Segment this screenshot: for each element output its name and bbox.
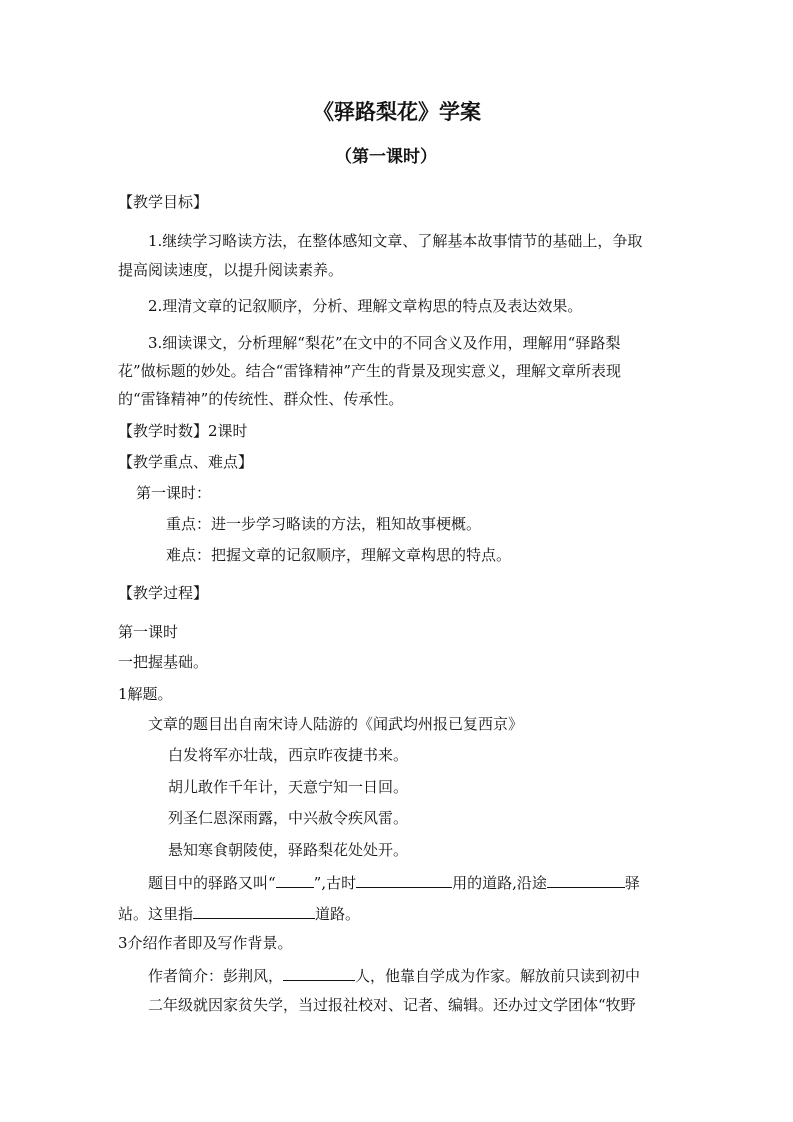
- author-text-b: 人，他靠自学成为作家。解放前只读到初中: [355, 967, 641, 985]
- key-point: 重点：进一步学习略读的方法，粗知故事梗概。: [166, 515, 482, 533]
- fill-text-2b: 道路。: [315, 905, 361, 923]
- step-1: 一把握基础。: [118, 653, 209, 671]
- goal-3-line-1: 3.细读课文，分析理解“梨花”在文中的不同含义及作用，理解用“驿路梨: [148, 334, 621, 352]
- item-1: 1解题。: [118, 685, 173, 703]
- difficult-point: 难点：把握文章的记叙顺序，理解文章构思的特点。: [166, 546, 512, 564]
- keypoints-heading: 【教学重点、难点】: [118, 453, 254, 471]
- goal-3-line-3: 的“雷锋精神”的传统性、群众性、传承性。: [118, 390, 404, 408]
- lesson-subtitle: （第一课时）: [335, 147, 437, 167]
- fill-text-1b: ”,古时: [313, 874, 357, 892]
- keypoints-lesson: 第一课时：: [136, 484, 212, 502]
- answer-blank-1[interactable]: [276, 871, 314, 888]
- poem-line-1: 白发将军亦壮哉，西京昨夜捷书来。: [168, 746, 409, 764]
- teaching-hours: 【教学时数】2课时: [118, 422, 248, 440]
- author-text-a: 作者简介：彭荆风，: [148, 967, 284, 985]
- goal-1-line-1: 1.继续学习略读方法，在整体感知文章、了解基本故事情节的基础上，争取: [148, 232, 643, 250]
- fill-text-1d: 驿: [624, 874, 640, 892]
- goal-1-line-2: 提高阅读速度，以提升阅读素养。: [118, 261, 344, 279]
- process-heading: 【教学过程】: [118, 584, 209, 602]
- poem-line-4: 悬知寒食朝陵使，驿路梨花处处开。: [168, 841, 409, 859]
- author-line-1: [148, 964, 640, 986]
- answer-blank-2[interactable]: [356, 871, 452, 888]
- fill-line-1: [148, 871, 640, 893]
- poem-line-2: 胡儿敢作千年计，天意宁知一日回。: [168, 778, 409, 796]
- fill-text-1c: 用的道路,沿途: [452, 874, 547, 892]
- fill-text-2a: 站。这里指: [118, 905, 194, 923]
- process-lesson: 第一课时: [118, 623, 179, 641]
- answer-blank-5[interactable]: [283, 964, 355, 981]
- author-line-2: 二年级就因家贫失学，当过报社校对、记者、编辑。还办过文学团体“牧野: [148, 996, 636, 1014]
- goals-heading: 【教学目标】: [118, 193, 209, 211]
- fill-text-1a: 题目中的驿路又叫“: [148, 874, 276, 892]
- item-3: 3介绍作者即及写作背景。: [118, 934, 293, 952]
- fill-line-2: [118, 902, 360, 924]
- goal-2: 2.理清文章的记叙顺序，分析、理解文章构思的特点及表达效果。: [148, 297, 583, 315]
- poem-source: 文章的题目出自南宋诗人陆游的《闻武均州报已复西京》: [148, 715, 524, 733]
- goal-3-line-2: 花”做标题的妙处。结合“雷锋精神”产生的背景及现实意义，理解文章所表现: [118, 362, 622, 380]
- answer-blank-4[interactable]: [193, 902, 315, 919]
- answer-blank-3[interactable]: [547, 871, 625, 888]
- poem-line-3: 列圣仁恩深雨露，中兴赦令疾风雷。: [168, 809, 409, 827]
- document-title: 《驿路梨花》学案: [313, 100, 481, 124]
